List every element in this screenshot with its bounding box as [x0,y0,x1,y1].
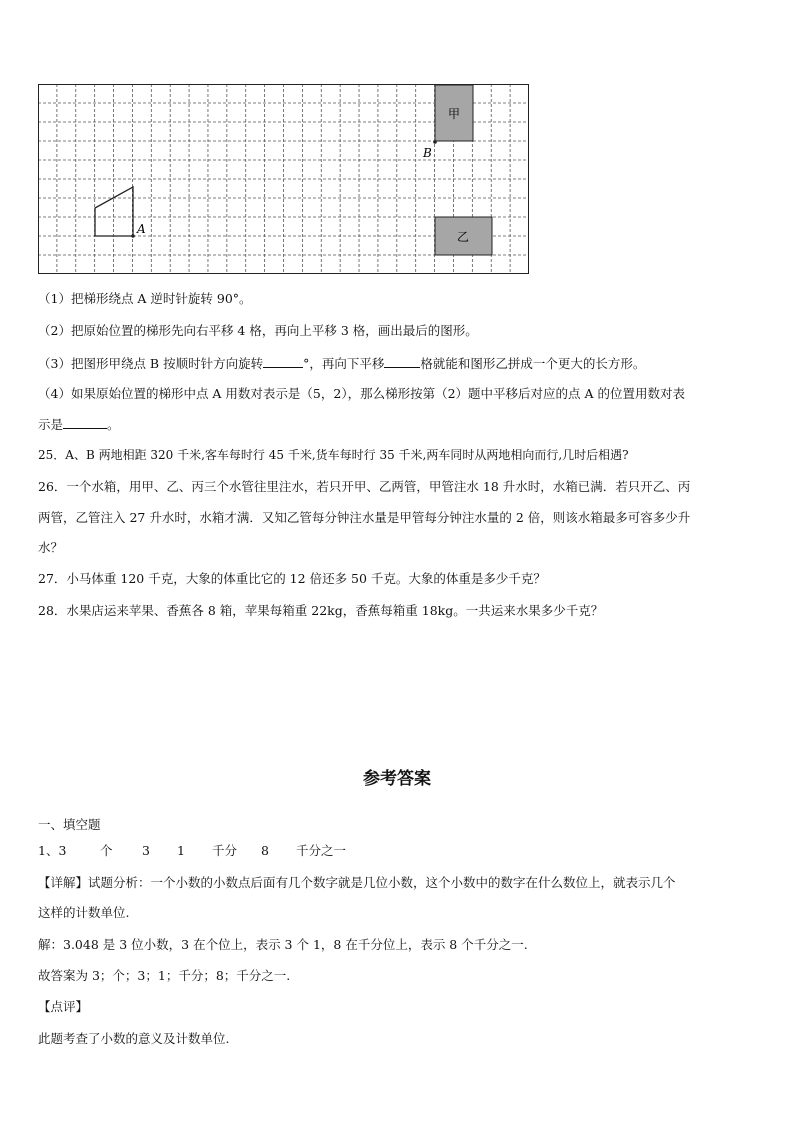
trapezoid-shape [95,187,133,236]
problem24-q4-prefix: 示是 [38,417,64,432]
answer-comment: 此题考查了小数的意义及计数单位. [38,1031,230,1046]
point-a-label: A [137,222,146,236]
problem26-line2: 两管，乙管注入 27 升水时，水箱才满．又知乙管每分钟注水量是甲管每分钟注水量的 2 倍，则该水箱最多可容多少升 [38,510,691,525]
answer-final: 故答案为 3；个；3；1；千分；8；千分之一. [38,968,291,983]
answer-blank-rotation[interactable] [263,355,303,368]
problem26-line3: 水？ [38,540,64,555]
problem24-q3-part3: 格就能和图形乙拼成一个更大的长方形。 [420,356,646,371]
detail-text: 试题分析：一个小数的小数点后面有几个数字就是几位小数，这个小数中的数字在什么数位上，就表示几个 [88,875,676,890]
answer-solution: 解：3.048 是 3 位小数，3 在个位上，表示 3 个 1，8 在千分位上，表示 8 个千分之一. [38,937,528,952]
answer-item-1-cell: 个 [100,843,113,858]
problem24-q3-part2: °，再向下平移 [303,356,385,371]
comment-tag: 【点评】 [38,999,89,1014]
problem26-line1: 26．一个水箱，用甲、乙、丙三个水管往里注水，若只开甲、乙两管，甲管注水 18 升水时，水箱已满．若只开乙、丙 [38,479,691,494]
problem25-number: 25． [38,448,66,462]
answer-item-1 [38,843,346,859]
answer-blank-translate[interactable] [384,355,420,368]
problem24-q1: （1）把梯形绕点 A 逆时针旋转 90°。 [38,291,252,306]
problem25-text: A、B 两地相距 320 千米,客车每时行 45 千米,货车每时行 35 千米,两车同时从两地相向而行,几时后相遇? [65,448,629,462]
answer-item-1-cell: 1、3 [38,843,67,858]
problem24-q4-line1: （4）如果原始位置的梯形中点 A 用数对表示是（5，2），那么梯形按第（2）题中平移后对应的点 A 的位置用数对表 [38,386,686,401]
answer-blank-pair[interactable] [63,416,107,429]
shape-jia-label: 甲 [447,107,461,121]
answer-title: 参考答案 [363,769,431,789]
shape-yi-label: 乙 [456,230,470,244]
answer-item-1-cell: 1 [177,843,185,858]
answer-item-1-cell: 千分 [212,843,238,858]
point-b-dot [433,140,437,144]
answer-detail-line1 [38,875,676,891]
problem24-q2: （2）把原始位置的梯形先向右平移 4 格，再向上平移 3 格，画出最后的图形。 [38,323,478,338]
point-b-label: B [423,146,432,160]
problem25 [38,447,629,463]
problem24-q4-suffix: 。 [107,417,120,432]
detail-tag: 【详解】 [38,875,89,890]
answer-section-heading: 一、填空题 [38,817,101,832]
answer-item-1-cell: 8 [261,843,269,858]
problem28: 28．水果店运来苹果、香蕉各 8 箱，苹果每箱重 22kg，香蕉每箱重 18kg。一共运来水果多少千克？ [38,603,604,618]
answer-item-1-cell: 千分之一 [296,843,347,858]
problem24-q3 [38,355,645,372]
answer-detail-line2: 这样的计数单位. [38,905,130,920]
problem24-q3-part1: （3）把图形甲绕点 B 按顺时针方向旋转 [38,356,264,371]
problem27: 27．小马体重 120 千克，大象的体重比它的 12 倍还多 50 千克。大象的体重是多少千克？ [38,571,546,586]
answer-item-1-cell: 3 [142,843,150,858]
problem24-q4-line2 [38,416,120,433]
grid-figure [38,84,529,274]
point-a-dot [131,234,135,238]
